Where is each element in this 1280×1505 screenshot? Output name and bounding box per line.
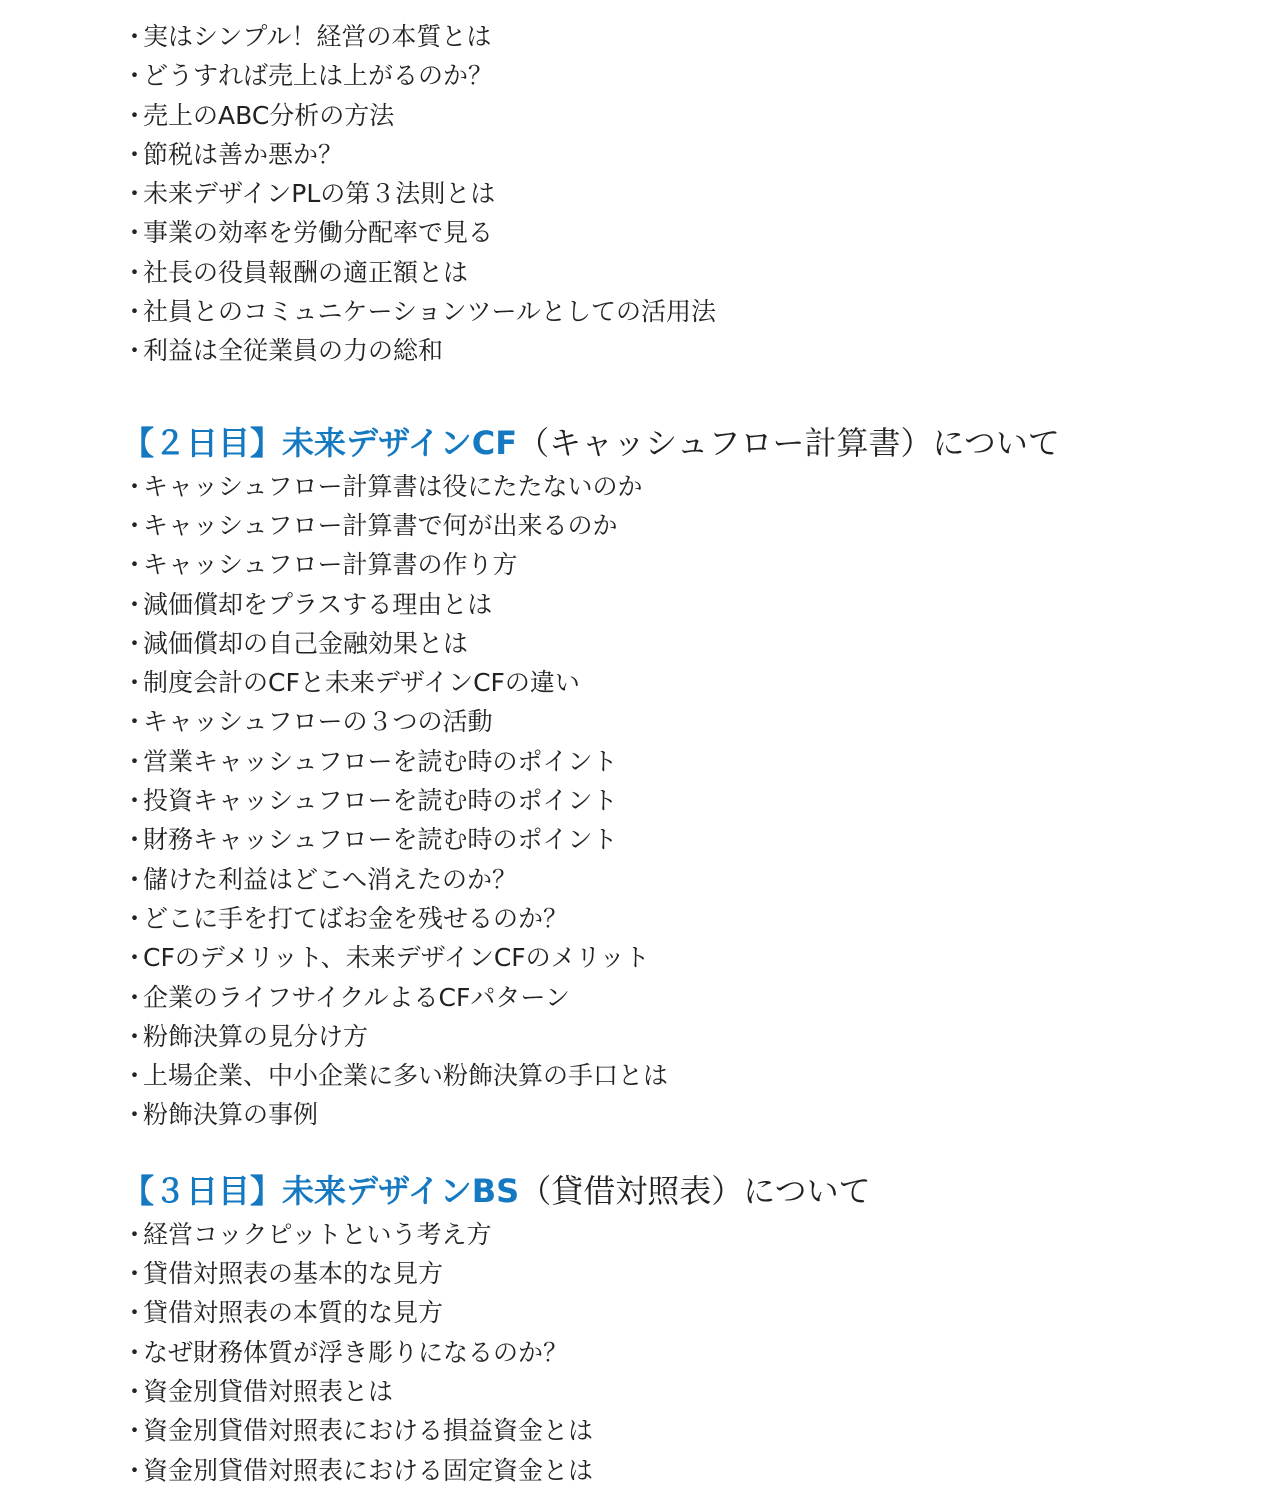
list-item-text: 節税は善か悪か？ — [143, 139, 344, 169]
bullet-mark: ・ — [122, 864, 148, 894]
list-item-text: キャッシュフローの３つの活動 — [143, 707, 493, 737]
list-item — [122, 1254, 1242, 1293]
day-3-title-rest: （貸借対照表）について — [519, 1171, 871, 1210]
list-item — [122, 1056, 1242, 1095]
bullet-mark: ・ — [122, 61, 148, 91]
list-item-text: 貸借対照表の基本的な見方 — [143, 1259, 444, 1289]
bullet-mark: ・ — [122, 257, 148, 287]
bullet-mark: ・ — [122, 1021, 148, 1051]
list-item-text: 社員とのコミュニケーションツールとしての活用法 — [143, 297, 717, 327]
list-item-text: 営業キャッシュフローを読む時のポイント — [143, 746, 618, 776]
list-item — [122, 253, 1242, 292]
list-item — [122, 663, 1242, 702]
bullet-mark: ・ — [122, 786, 148, 816]
list-item — [122, 781, 1242, 820]
list-item-text: 売上のABC分析の方法 — [143, 100, 395, 130]
bullet-mark: ・ — [122, 943, 148, 973]
list-item-text: どこに手を打てばお金を残せるのか？ — [143, 903, 569, 933]
list-item-text: 粉飾決算の事例 — [143, 1100, 319, 1130]
bullet-mark: ・ — [122, 1100, 148, 1130]
list-item — [122, 938, 1242, 977]
bullet-mark: ・ — [122, 1455, 148, 1485]
bullet-mark: ・ — [122, 1337, 148, 1367]
list-item-text: キャッシュフロー計算書の作り方 — [143, 550, 518, 580]
bullet-mark: ・ — [122, 746, 148, 776]
list-item-text: なぜ財務体質が浮き彫りになるのか？ — [143, 1337, 569, 1367]
list-item — [122, 213, 1242, 252]
list-item-text: 実はシンプル！経営の本質とは — [143, 22, 492, 51]
bullet-mark: ・ — [122, 628, 148, 658]
list-item — [122, 820, 1242, 859]
list-item-text: 減価償却の自己金融効果とは — [143, 628, 469, 658]
bullet-mark: ・ — [122, 471, 148, 501]
list-item — [122, 1333, 1242, 1372]
list-item-text: 制度会計のCFと未来デザインCFの違い — [143, 668, 580, 698]
list-item — [122, 1451, 1242, 1490]
list-item — [122, 742, 1242, 781]
list-item — [122, 467, 1242, 506]
bullet-mark: ・ — [122, 1376, 148, 1406]
bullet-mark: ・ — [122, 297, 148, 327]
bullet-mark: ・ — [122, 668, 148, 698]
bullet-mark: ・ — [122, 707, 148, 737]
list-item — [122, 1095, 1242, 1134]
list-item-text: 貸借対照表の本質的な見方 — [143, 1298, 444, 1328]
list-item — [122, 545, 1242, 584]
list-item-text: 儲けた利益はどこへ消えたのか？ — [143, 864, 518, 894]
list-item — [122, 585, 1242, 624]
list-item — [122, 56, 1242, 95]
list-item-text: 投資キャッシュフローを読む時のポイント — [143, 786, 618, 816]
list-item — [122, 1293, 1242, 1332]
list-item — [122, 17, 1242, 56]
list-item — [122, 1372, 1242, 1411]
list-item — [122, 506, 1242, 545]
day-1-topic-list — [122, 0, 1242, 371]
list-item-text: 企業のライフサイクルよるCFパターン — [143, 982, 570, 1012]
list-item — [122, 702, 1242, 741]
bullet-mark: ・ — [122, 1061, 148, 1091]
list-item-text: キャッシュフロー計算書は役にたたないのか — [143, 471, 643, 501]
day-2-title-rest: （キャッシュフロー計算書）について — [517, 423, 1060, 462]
bullet-mark: ・ — [122, 825, 148, 855]
list-item-text: 粉飾決算の見分け方 — [143, 1021, 369, 1051]
bullet-mark: ・ — [122, 100, 148, 130]
list-item-text: 社長の役員報酬の適正額とは — [143, 257, 469, 287]
list-item-text: 財務キャッシュフローを読む時のポイント — [143, 825, 618, 855]
list-item — [122, 174, 1242, 213]
list-item — [122, 1017, 1242, 1056]
bullet-mark: ・ — [122, 22, 148, 51]
day-3-section-title — [122, 1167, 1242, 1215]
list-item — [122, 331, 1242, 370]
list-item — [122, 860, 1242, 899]
bullet-mark: ・ — [122, 336, 148, 366]
list-item-text: 事業の効率を労働分配率で見る — [143, 218, 494, 248]
list-item-text: CFのデメリット、未来デザインCFのメリット — [143, 943, 650, 973]
list-item-text: 減価償却をプラスする理由とは — [143, 589, 493, 619]
article-content — [122, 0, 1242, 1490]
list-item-text: 上場企業、中小企業に多い粉飾決算の手口とは — [143, 1061, 669, 1091]
list-item-text: 経営コックピットという考え方 — [143, 1219, 492, 1249]
list-item — [122, 1215, 1242, 1254]
day-3-title-accent: 【３日目】未来デザインBS — [122, 1171, 520, 1210]
bullet-mark: ・ — [122, 1259, 148, 1289]
bullet-mark: ・ — [122, 1219, 148, 1249]
bullet-mark: ・ — [122, 139, 148, 169]
day-3-topic-list — [122, 1215, 1242, 1490]
bullet-mark: ・ — [122, 1416, 148, 1446]
list-item-text: キャッシュフロー計算書で何が出来るのか — [143, 510, 618, 540]
bullet-mark: ・ — [122, 589, 148, 619]
list-item-text: 資金別貸借対照表における損益資金とは — [143, 1416, 594, 1446]
list-item — [122, 978, 1242, 1017]
list-item-text: 資金別貸借対照表における固定資金とは — [143, 1455, 594, 1485]
list-item — [122, 292, 1242, 331]
list-item — [122, 624, 1242, 663]
list-item — [122, 135, 1242, 174]
bullet-mark: ・ — [122, 1298, 148, 1328]
day-2-topic-list — [122, 467, 1242, 1135]
list-item-text: 資金別貸借対照表とは — [143, 1376, 394, 1406]
list-item — [122, 899, 1242, 938]
list-item-text: 未来デザインPLの第３法則とは — [143, 179, 496, 209]
bullet-mark: ・ — [122, 550, 148, 580]
bullet-mark: ・ — [122, 982, 148, 1012]
bullet-mark: ・ — [122, 903, 148, 933]
bullet-mark: ・ — [122, 218, 148, 248]
day-2-section-title — [122, 419, 1242, 467]
list-item — [122, 96, 1242, 135]
bullet-mark: ・ — [122, 510, 148, 540]
list-item-text: 利益は全従業員の力の総和 — [143, 336, 444, 366]
day-2-title-accent: 【２日目】未来デザインCF — [122, 423, 518, 462]
bullet-mark: ・ — [122, 179, 148, 209]
list-item-text: どうすれば売上は上がるのか？ — [143, 61, 494, 91]
list-item — [122, 1411, 1242, 1450]
